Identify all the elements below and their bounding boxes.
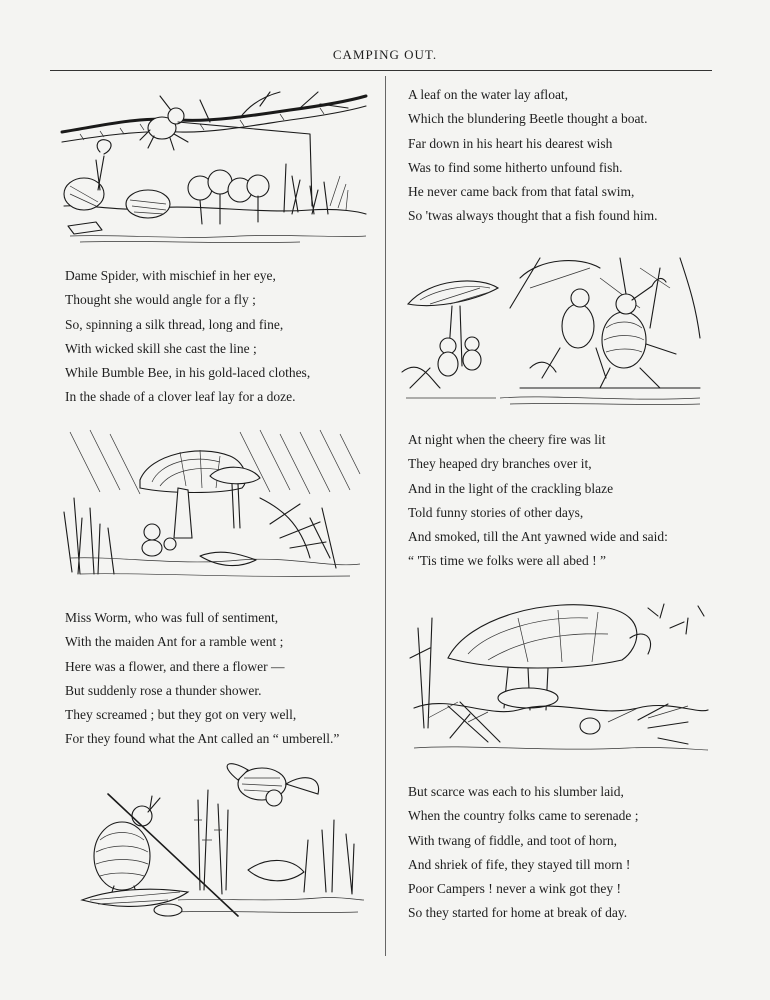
stanza-line: With twang of fiddle, and toot of horn, — [408, 832, 618, 848]
spider-fishing-illustration — [60, 86, 370, 248]
stanza-worm — [65, 606, 339, 752]
stanza-line: But suddenly rose a thunder shower. — [65, 682, 262, 698]
stanza-line: Here was a flower, and there a flower — — [65, 658, 285, 674]
beetle-boat-illustration — [78, 760, 366, 920]
stanza-line: “ 'Tis time we folks were all abed ! ” — [408, 553, 607, 569]
title-rule — [50, 70, 712, 71]
stanza-line: Far down in his heart his dearest wish — [408, 135, 613, 151]
stanza-line: They screamed ; but they got on very well, — [65, 707, 297, 723]
column-divider — [385, 76, 386, 956]
campfire-illustration — [400, 248, 712, 410]
stanza-campfire — [408, 428, 668, 574]
mushroom-umbrella-illustration — [60, 428, 365, 588]
stanza-line: And shriek of fife, they stayed till morn ! — [408, 856, 631, 872]
stanza-line: With wicked skill she cast the line ; — [65, 340, 257, 356]
stanza-line: Was to find some hitherto unfound fish. — [408, 159, 623, 175]
stanza-line: While Bumble Bee, in his gold-laced clothes, — [65, 365, 311, 381]
stanza-line: With the maiden Ant for a ramble went ; — [65, 634, 284, 650]
stanza-beetle — [408, 83, 658, 229]
stanza-line: At night when the cheery fire was lit — [408, 432, 606, 447]
stanza-line: So 'twas always thought that a fish found him. — [408, 208, 658, 224]
stanza-line: And in the light of the crackling blaze — [408, 480, 614, 496]
stanza-line: Dame Spider, with mischief in her eye, — [65, 268, 276, 283]
page-title: CAMPING OUT. — [332, 47, 438, 62]
stanza-line: But scarce was each to his slumber laid, — [408, 784, 624, 799]
stanza-line: Thought she would angle for a fly ; — [65, 292, 256, 308]
stanza-line: A leaf on the water lay afloat, — [408, 87, 569, 102]
stanza-line: And smoked, till the Ant yawned wide and said: — [408, 529, 668, 545]
stanza-spider — [65, 264, 310, 410]
stanza-line: For they found what the Ant called an “ umberell.” — [65, 731, 340, 747]
stanza-line: Told funny stories of other days, — [408, 504, 584, 520]
stanza-line: Miss Worm, who was full of sentiment, — [65, 610, 279, 625]
stanza-line: So they started for home at break of day. — [408, 905, 628, 921]
mushroom-sleep-illustration — [408, 598, 710, 758]
stanza-line: In the shade of a clover leaf lay for a doze. — [65, 389, 296, 405]
stanza-line: When the country folks came to serenade ; — [408, 808, 639, 824]
stanza-line: Which the blundering Beetle thought a boat. — [408, 111, 648, 127]
stanza-line: So, spinning a silk thread, long and fine, — [65, 316, 284, 332]
stanza-serenade — [408, 780, 639, 926]
stanza-line: They heaped dry branches over it, — [408, 456, 592, 472]
stanza-line: He never came back from that fatal swim, — [408, 184, 635, 200]
stanza-line: Poor Campers ! never a wink got they ! — [408, 881, 621, 897]
